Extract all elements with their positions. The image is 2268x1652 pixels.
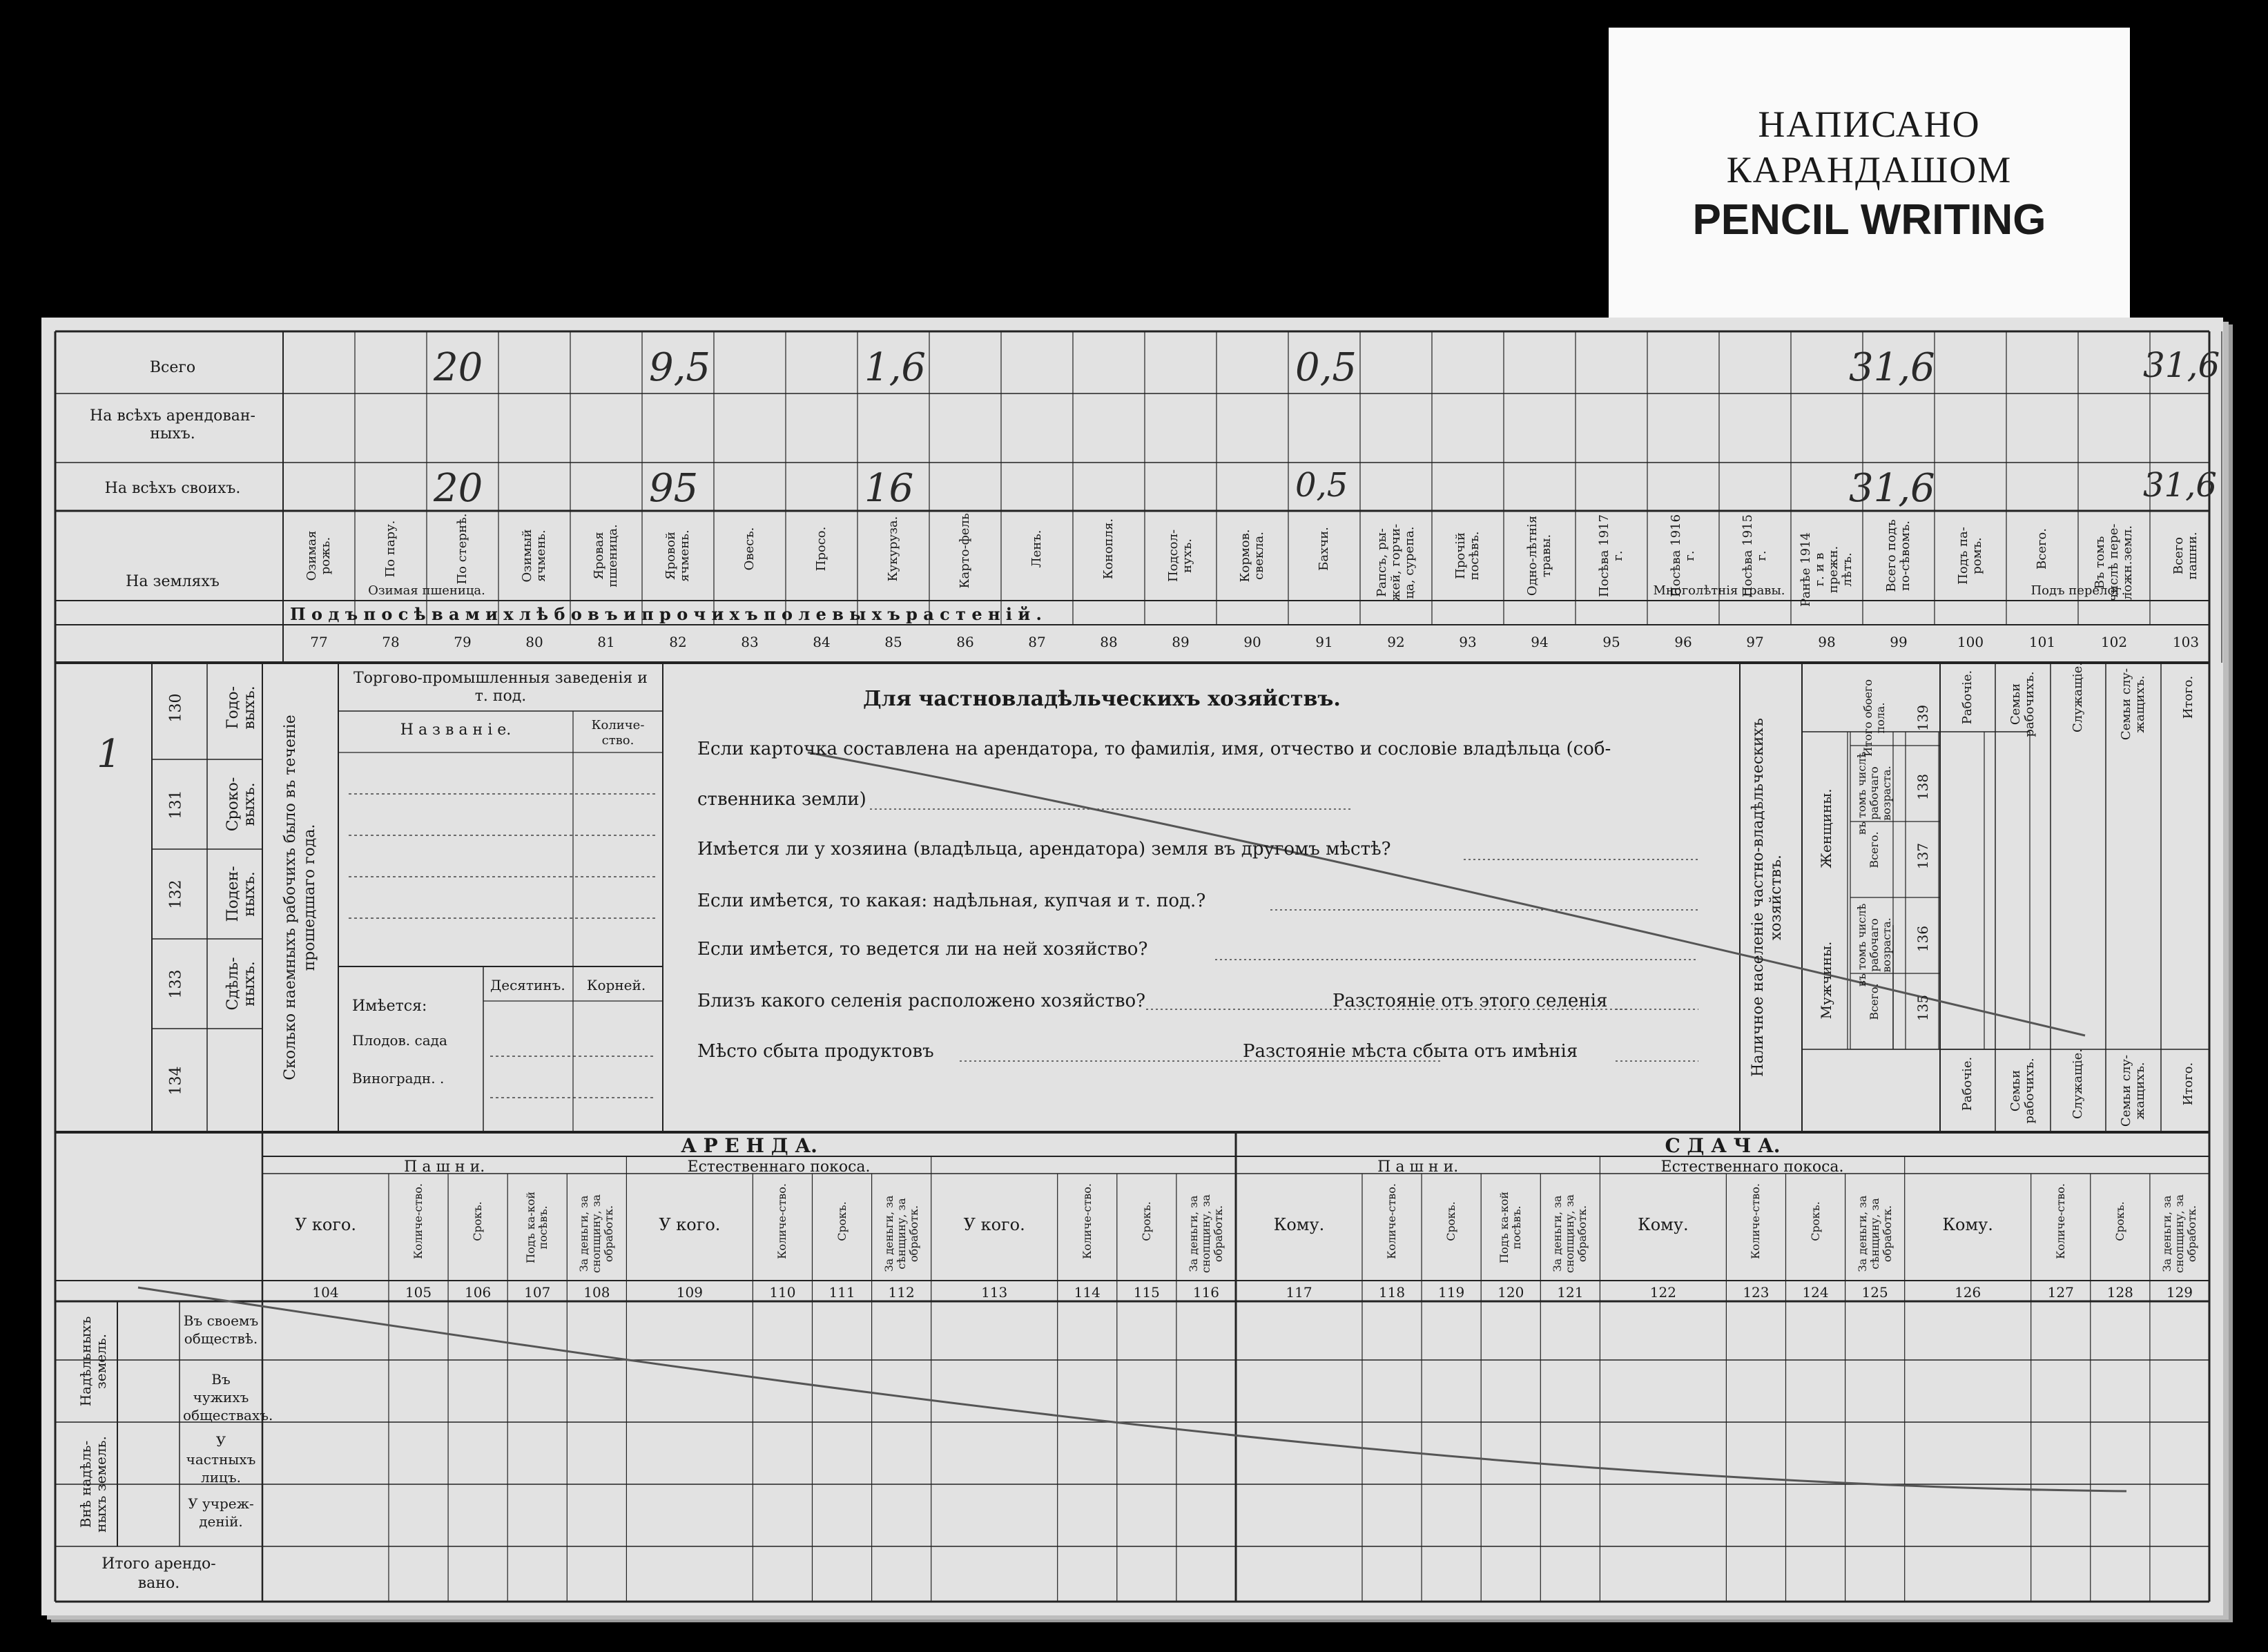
pencil-entry: 95 xyxy=(649,466,699,511)
sdacha-arable-header: П а ш н и. xyxy=(1377,1158,1459,1176)
question-text: Если имѣется, то какая: надѣльная, купчая и т. под.? xyxy=(697,891,1206,911)
bottom-column-number: 116 xyxy=(1192,1284,1220,1301)
private-holdings-title: Для частновладѣльческихъ хозяйствъ. xyxy=(863,687,1341,711)
right-column-header: Служащіе. xyxy=(2071,662,2085,732)
bottom-column-header: Подъ ка-кой посѣвъ. xyxy=(524,1192,550,1263)
bottom-column-header: Срокъ. xyxy=(835,1201,849,1241)
top-column-number: 98 xyxy=(1818,634,1836,650)
top-column-header: Посѣва 1917 г. xyxy=(1597,514,1625,597)
hired-label: Годо-выхъ. xyxy=(224,686,258,730)
total-rented-label: Итого арендо-вано. xyxy=(101,1555,216,1592)
top-column-number: 99 xyxy=(1890,634,1908,650)
top-column-number: 79 xyxy=(454,634,472,650)
right-column-header: Итого. xyxy=(2181,675,2196,719)
bottom-column-number: 129 xyxy=(2166,1284,2193,1301)
bottom-column-number: 124 xyxy=(1802,1284,1829,1301)
top-column-header: Посѣва 1915 г. xyxy=(1741,514,1769,597)
top-column-header: Посѣва 1916 г. xyxy=(1669,514,1697,597)
top-column-number: 77 xyxy=(310,634,328,650)
question-text: ственника земли) xyxy=(697,789,866,810)
bottom-column-header: За деньги, за снопщину, за обработк. xyxy=(1186,1194,1225,1273)
top-column-number: 80 xyxy=(525,634,543,650)
question-text: Мѣсто сбыта продуктовъ xyxy=(697,1041,934,1062)
population-column-number: 136 xyxy=(1915,925,1931,953)
top-column-number: 81 xyxy=(597,634,615,650)
pencil-entry: 20 xyxy=(434,345,483,390)
top-column-header: Одно-лѣтнія травы. xyxy=(1525,515,1553,596)
top-column-number: 82 xyxy=(669,634,687,650)
top-column-header: Кукуруза. xyxy=(886,516,900,582)
sdacha-hay-header: Естественнаго покоса. xyxy=(1660,1158,1844,1176)
top-column-number: 100 xyxy=(1957,634,1984,650)
sticker-line-3: PENCIL WRITING xyxy=(1692,195,2046,244)
bottom-column-header: Количе-ство. xyxy=(1749,1183,1763,1259)
top-column-header: Озимый ячмень. xyxy=(520,529,548,583)
pencil-entry: 0,5 xyxy=(1295,345,1357,390)
bottom-column-number: 110 xyxy=(769,1284,796,1301)
orchard-label: Плодов. сада xyxy=(352,1032,447,1049)
trade-title: Торгово-промышленныя заведенія и т. под. xyxy=(353,670,648,705)
hired-number: 133 xyxy=(167,969,185,999)
top-column-header: Яровая пшеница. xyxy=(592,524,620,587)
arenda-title: А Р Е Н Д А. xyxy=(681,1134,817,1157)
bottom-column-number: 113 xyxy=(981,1284,1008,1301)
pencil-entry: 31,6 xyxy=(2143,345,2220,385)
population-column-header: въ томъ числѣ рабочаго возраста. xyxy=(1855,903,1893,987)
bottom-column-header: Подъ ка-кой посѣвъ. xyxy=(1498,1192,1524,1263)
bottom-column-number: 115 xyxy=(1133,1284,1160,1301)
population-column-number: 138 xyxy=(1915,773,1931,801)
pencil-entry: 1 xyxy=(97,732,122,777)
hired-number: 134 xyxy=(167,1066,185,1096)
bottom-column-header: Срокъ. xyxy=(1444,1201,1458,1241)
top-column-number: 103 xyxy=(2172,634,2200,650)
population-column-header: Итого обоего пола. xyxy=(1861,679,1887,757)
bottom-column-number: 104 xyxy=(312,1284,339,1301)
hired-label: Сроко-выхъ. xyxy=(224,777,258,832)
pencil-entry: 31,6 xyxy=(1849,345,1935,390)
right-column-header: Итого. xyxy=(2181,1062,2196,1106)
top-column-header: Подъ па-ромъ. xyxy=(1956,527,1984,585)
population-column-number: 135 xyxy=(1915,994,1931,1022)
bottom-column-number: 105 xyxy=(405,1284,432,1301)
bottom-column-number: 126 xyxy=(1955,1284,1981,1301)
bottom-column-number: 108 xyxy=(583,1284,610,1301)
question-text: Разстояніе отъ этого селенія xyxy=(1332,991,1608,1011)
bottom-column-number: 117 xyxy=(1286,1284,1312,1301)
bottom-column-number: 119 xyxy=(1438,1284,1465,1301)
top-column-header: Кормов. свекла. xyxy=(1238,529,1266,583)
top-column-number: 78 xyxy=(382,634,400,650)
top-column-header: Озимая рожь. xyxy=(304,530,333,581)
bottom-column-number: 128 xyxy=(2106,1284,2133,1301)
bottom-column-number: 112 xyxy=(888,1284,915,1301)
pencil-entry: 31,6 xyxy=(2143,466,2217,505)
form-grid xyxy=(41,318,2223,1615)
bottom-column-number: 123 xyxy=(1743,1284,1770,1301)
bottom-column-header: За деньги, за снопщину, за обработк. xyxy=(2160,1194,2198,1273)
question-text: Близъ какого селенія расположено хозяйство? xyxy=(697,991,1146,1011)
top-column-number: 87 xyxy=(1028,634,1046,650)
top-column-number: 92 xyxy=(1387,634,1405,650)
top-column-number: 88 xyxy=(1100,634,1118,650)
bottom-column-header: Количе-ство. xyxy=(2053,1183,2067,1259)
bottom-column-header: Срокъ. xyxy=(1139,1201,1153,1241)
bottom-column-header: Количе-ство. xyxy=(775,1183,789,1259)
population-column-number: 137 xyxy=(1915,842,1931,870)
right-column-header: Рабочіе. xyxy=(1960,670,1975,725)
population-title: Наличное населеніе частно-владѣльческихъ хозяйствъ. xyxy=(1750,718,1785,1077)
population-column-number: 139 xyxy=(1915,704,1931,732)
top-column-header: Прочій посѣвъ. xyxy=(1453,531,1482,581)
right-column-header: Семьи рабочихъ. xyxy=(2008,671,2037,737)
pencil-entry: 9,5 xyxy=(649,345,711,390)
sdacha-title: С Д А Ч А. xyxy=(1665,1134,1781,1157)
question-text: Имѣется ли у хозяина (владѣльца, арендатора) земля въ другомъ мѣстѣ? xyxy=(697,839,1391,859)
bottom-column-number: 107 xyxy=(524,1284,551,1301)
bottom-column-number: 125 xyxy=(1861,1284,1888,1301)
bottom-column-number: 121 xyxy=(1557,1284,1584,1301)
row-label-rented: На всѣхъ арендован-ныхъ. xyxy=(90,407,255,443)
top-column-header: Всего подъ по-сѣвомъ. xyxy=(1884,519,1912,592)
bottom-column-number: 111 xyxy=(828,1284,855,1301)
right-column-header: Семьи слу-жащихъ. xyxy=(2119,668,2147,741)
top-column-header: Въ томъ числѣ пере-ложн.земл. xyxy=(2093,523,2135,602)
korney-header: Корней. xyxy=(587,977,646,993)
group-label-fallow: Подъ перелог. xyxy=(2030,583,2126,598)
top-column-header: Бахчи. xyxy=(1317,527,1331,571)
top-column-number: 86 xyxy=(956,634,974,650)
bottom-column-header: За деньги, за сѣнщину, за обработк. xyxy=(882,1195,920,1272)
hired-number: 130 xyxy=(167,693,185,723)
top-column-header: Всего пашни. xyxy=(2171,532,2200,580)
top-column-number: 90 xyxy=(1243,634,1261,650)
bottom-column-header: Срокъ. xyxy=(2113,1201,2126,1241)
sticker-line-2: КАРАНДАШОМ xyxy=(1726,148,2013,191)
top-column-number: 95 xyxy=(1602,634,1620,650)
trade-name-header: Н а з в а н і е. xyxy=(400,721,512,739)
top-column-header: Карто-фель. xyxy=(958,509,972,589)
group-label-winter-wheat: Озимая пшеница. xyxy=(368,583,485,598)
bottom-column-header: У кого. xyxy=(659,1215,721,1234)
row-label-lands: На земляхъ xyxy=(126,573,220,590)
vineyard-label: Виноградн. . xyxy=(352,1070,445,1087)
pencil-writing-label xyxy=(1609,28,2130,318)
right-column-header: Служащіе. xyxy=(2071,1049,2085,1119)
bottom-column-number: 118 xyxy=(1378,1284,1406,1301)
top-column-number: 84 xyxy=(813,634,831,650)
bottom-column-header: Количе-ство. xyxy=(1080,1183,1094,1259)
bottom-column-header: За деньги, за снопщину, за обработк. xyxy=(577,1194,616,1273)
top-column-number: 101 xyxy=(2028,634,2056,650)
bottom-column-header: Кому. xyxy=(1942,1215,1993,1234)
top-column-number: 85 xyxy=(884,634,902,650)
top-section-title: П о д ъ п о с ѣ в а м и х л ѣ б о в ъ и п р о ч и х ъ п о л е в ы х ъ р а с т е н і й . xyxy=(290,604,1042,624)
top-column-header: Всего. xyxy=(2035,528,2049,570)
top-column-number: 89 xyxy=(1172,634,1190,650)
top-column-number: 83 xyxy=(741,634,759,650)
desyatin-header: Десятинъ. xyxy=(490,977,565,993)
top-column-header: Подсол-нухъ. xyxy=(1166,529,1194,583)
hired-section-title: Сколько наемныхъ рабочихъ было въ теченіе прошедшаго года. xyxy=(282,715,318,1080)
population-column-header: въ томъ числѣ рабочаго возраста. xyxy=(1855,751,1893,835)
hired-number: 132 xyxy=(167,880,185,909)
bottom-column-header: У кого. xyxy=(294,1215,357,1234)
bottom-column-header: Срокъ. xyxy=(1808,1201,1822,1241)
bottom-column-header: Количе-ство. xyxy=(411,1183,425,1259)
pencil-entry: 1,6 xyxy=(864,345,927,390)
arenda-hay-header: Естественнаго покоса. xyxy=(687,1158,871,1176)
pencil-entry: 20 xyxy=(434,466,483,511)
bottom-column-header: У кого. xyxy=(963,1215,1025,1234)
pencil-entry: 16 xyxy=(864,466,914,511)
pencil-entry: 31,6 xyxy=(1849,466,1935,511)
question-text: Если имѣется, то ведется ли на ней хозяйство? xyxy=(697,939,1148,960)
pencil-entry: 0,5 xyxy=(1295,466,1348,505)
bottom-column-header: Количе-ство. xyxy=(1385,1183,1399,1259)
bottom-column-header: Кому. xyxy=(1638,1215,1689,1234)
bottom-row-label: У частныхъ лицъ. xyxy=(186,1433,256,1486)
has-label: Имѣется: xyxy=(352,998,427,1015)
top-column-number: 93 xyxy=(1459,634,1477,650)
top-column-header: Конопля. xyxy=(1101,518,1116,580)
top-column-header: Яровой ячмень. xyxy=(663,529,692,582)
right-column-header: Рабочіе. xyxy=(1960,1056,1975,1111)
bottom-column-number: 106 xyxy=(465,1284,492,1301)
bottom-column-header: За деньги, за снопщину, за обработк. xyxy=(1551,1194,1589,1273)
top-column-header: По пару. xyxy=(383,520,398,578)
hired-label: Сдѣль-ныхъ. xyxy=(224,957,258,1011)
arenda-arable-header: П а ш н и. xyxy=(404,1158,485,1176)
allotment-lands-label: Надѣльныхъ земель. xyxy=(77,1316,109,1407)
bottom-column-header: Кому. xyxy=(1273,1215,1325,1234)
population-column-header: Всего. xyxy=(1868,831,1881,868)
bottom-column-header: За деньги, за сѣнщину, за обработк. xyxy=(1855,1195,1894,1272)
bottom-column-number: 114 xyxy=(1074,1284,1101,1301)
bottom-row-label: Въ чужихъ обществахъ. xyxy=(183,1371,273,1423)
row-label-own: На всѣхъ своихъ. xyxy=(104,480,241,497)
bottom-column-number: 109 xyxy=(676,1284,703,1301)
population-column-header: Всего. xyxy=(1868,983,1881,1020)
hired-label: Поден-ныхъ. xyxy=(224,866,258,922)
bottom-column-number: 120 xyxy=(1498,1284,1524,1301)
top-column-number: 91 xyxy=(1315,634,1333,650)
top-column-header: Просо. xyxy=(814,526,828,572)
row-label-total: Всего xyxy=(149,359,196,376)
men-header: Мужчины. xyxy=(1818,941,1834,1020)
bottom-column-header: Срокъ. xyxy=(471,1201,485,1241)
women-header: Женщины. xyxy=(1818,788,1834,868)
non-allotment-lands-label: Внѣ надѣль-ныхъ земель. xyxy=(77,1436,109,1533)
question-text: Разстояніе мѣста сбыта отъ имѣнія xyxy=(1243,1041,1578,1062)
top-column-header: Ленъ. xyxy=(1029,529,1044,568)
bottom-column-number: 122 xyxy=(1649,1284,1676,1301)
group-label-perennial-grass: Многолѣтнія травы. xyxy=(1653,583,1785,598)
bottom-row-label: Въ своемъ обществѣ. xyxy=(183,1312,259,1347)
sticker-line-1: НАПИСАНО xyxy=(1758,103,1981,145)
right-column-header: Семьи слу-жащихъ. xyxy=(2119,1054,2147,1127)
top-column-header: Ранѣе 1914 г. и в прежн. лѣтъ. xyxy=(1799,532,1854,607)
bottom-column-number: 127 xyxy=(2047,1284,2074,1301)
bottom-row-label: У учреж-деній. xyxy=(188,1495,254,1530)
top-column-header: Рапсъ, ры-жей, горчи-ца, сурепа. xyxy=(1375,523,1417,602)
right-column-header: Семьи рабочихъ. xyxy=(2008,1058,2037,1124)
top-column-header: По стернѣ. xyxy=(455,513,469,585)
hired-number: 131 xyxy=(167,790,185,819)
top-column-number: 94 xyxy=(1531,634,1549,650)
top-column-number: 97 xyxy=(1746,634,1764,650)
trade-qty-header: Количе-ство. xyxy=(591,718,645,748)
top-column-number: 102 xyxy=(2100,634,2128,650)
top-column-number: 96 xyxy=(1674,634,1692,650)
census-card xyxy=(41,318,2223,1615)
top-column-header: Овесъ. xyxy=(742,527,757,571)
question-text: Если карточка составлена на арендатора, то фамилія, имя, отчество и сословіе владѣльца (соб- xyxy=(697,739,1611,759)
